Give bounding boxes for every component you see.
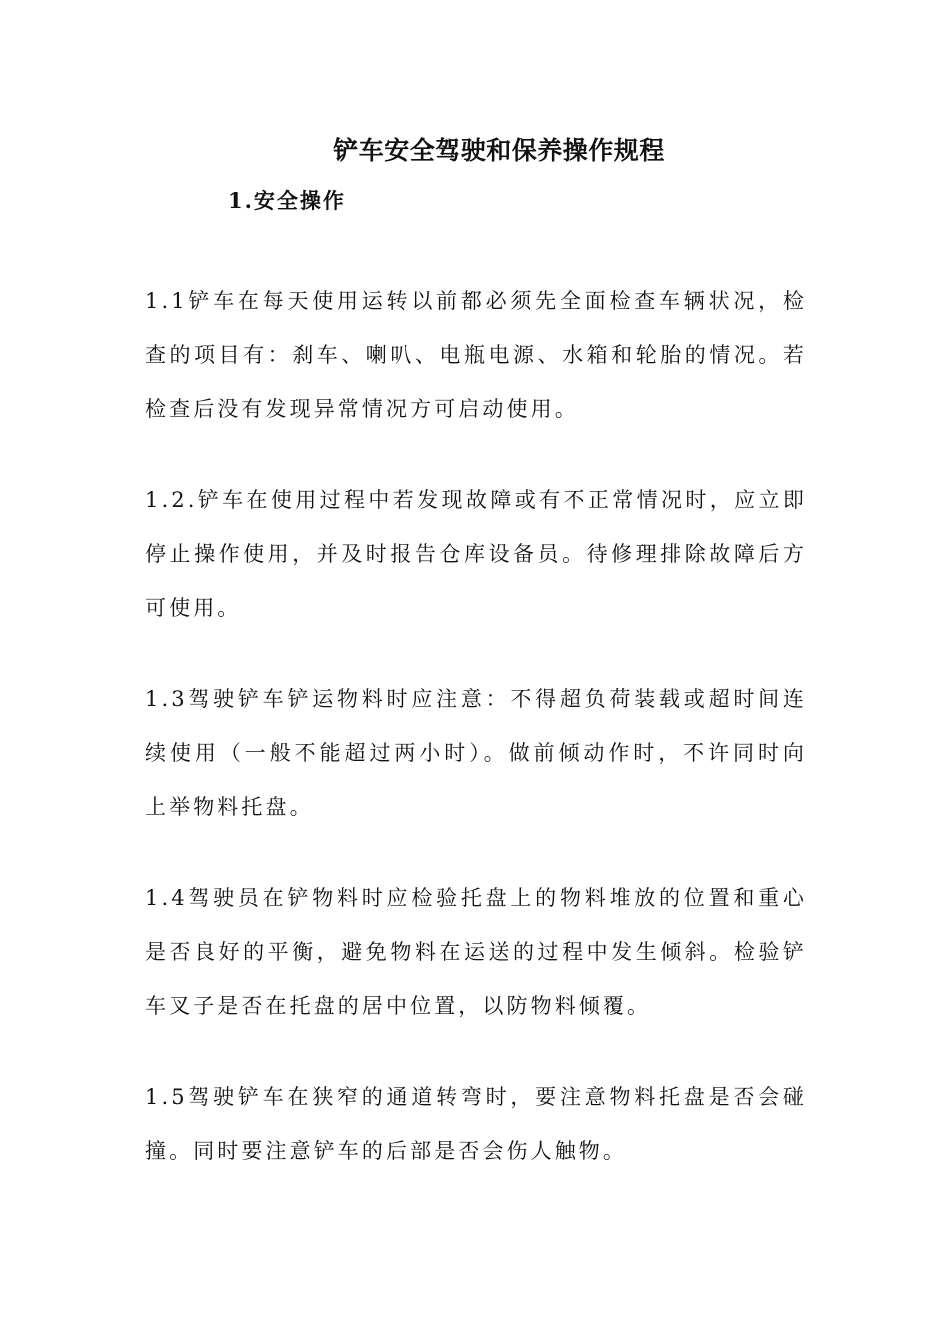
section-heading: 1.安全操作 (228, 188, 346, 213)
paragraph-1-5: 1.5驾驶铲车在狭窄的通道转弯时，要注意物料托盘是否会碰撞。同时要注意铲车的后部是否会伤人触物。 (145, 1085, 807, 1163)
paragraph-1-1: 1.1铲车在每天使用运转以前都必须先全面检查车辆状况，检查的项目有：刹车、喇叭、电瓶电源、水箱和轮胎的情况。若检查后没有发现异常情况方可启动使用。 (145, 289, 807, 421)
paragraph-1-4: 1.4驾驶员在铲物料时应检验托盘上的物料堆放的位置和重心是否良好的平衡，避免物料在运送的过程中发生倾斜。检验铲车叉子是否在托盘的居中位置，以防物料倾覆。 (145, 886, 807, 1018)
document-title: 铲车安全驾驶和保养操作规程 (333, 136, 665, 165)
paragraph-1-2: 1.2.铲车在使用过程中若发现故障或有不正常情况时，应立即停止操作使用，并及时报告仓库设备员。待修理排除故障后方可使用。 (145, 488, 807, 620)
paragraph-1-3: 1.3驾驶铲车铲运物料时应注意：不得超负荷装载或超时间连续使用（一般不能超过两小时）。做前倾动作时，不许同时向上举物料托盘。 (145, 687, 807, 819)
